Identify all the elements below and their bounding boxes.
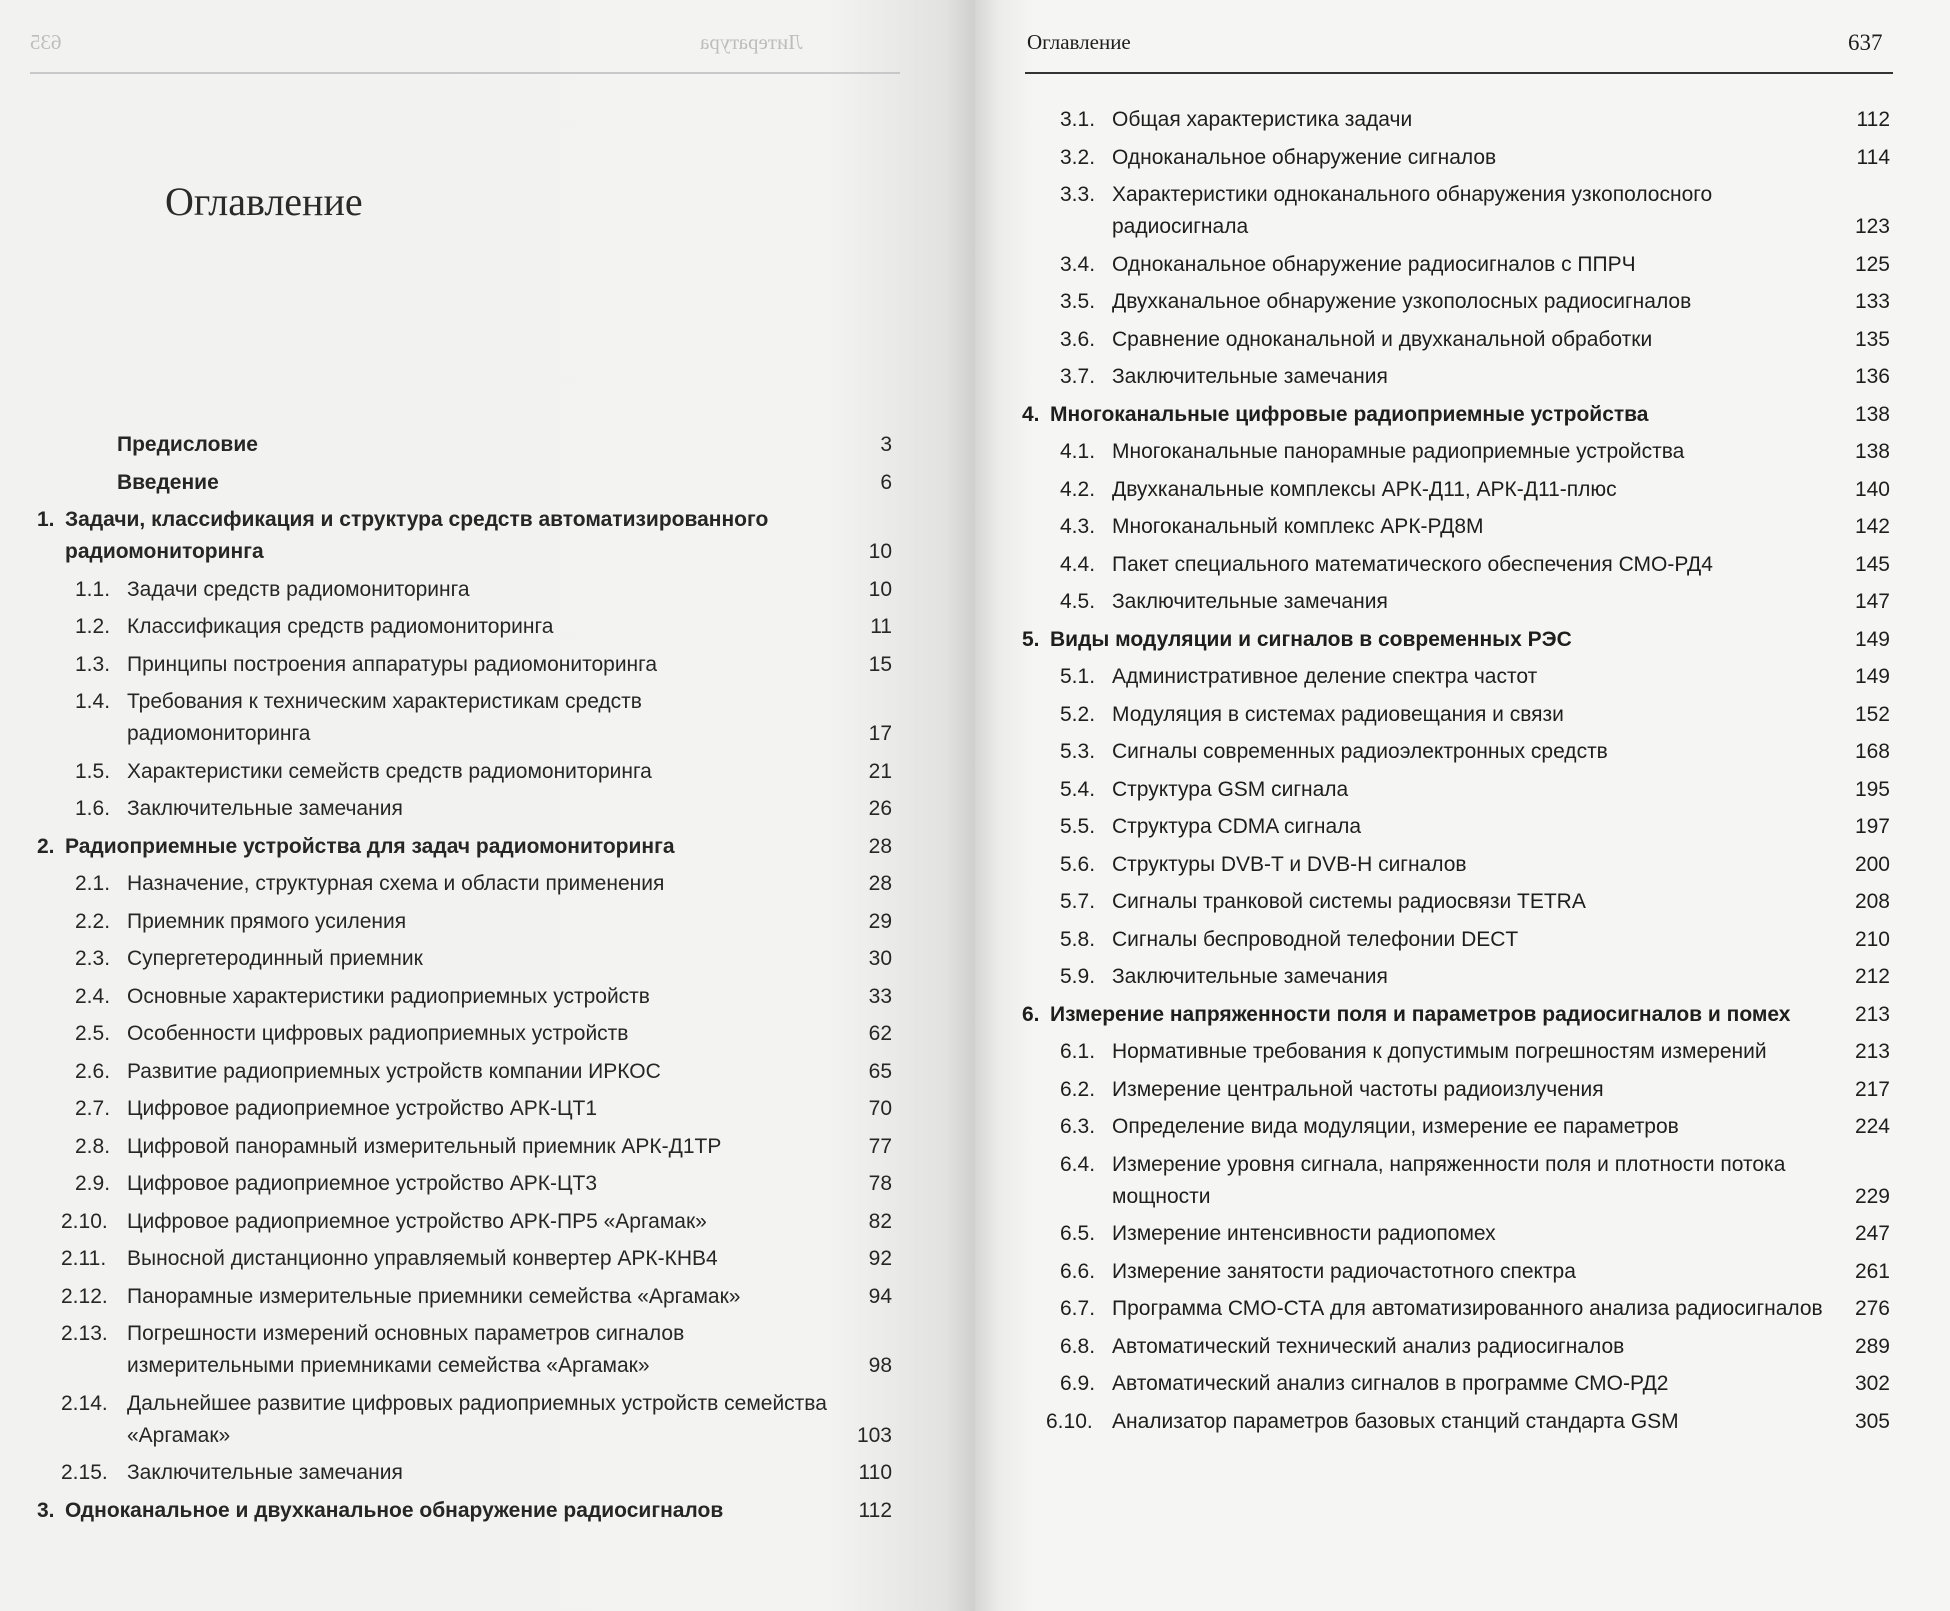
toc-entry <box>1022 661 1890 693</box>
toc-entry-title: Принципы построения аппаратуры радиомониторинга <box>127 652 658 676</box>
toc-entry-title: Двухканальное обнаружение узкополосных радиосигналов <box>1112 290 1692 313</box>
toc-entry-title: Классификация средств радиомониторинга <box>127 615 554 638</box>
toc-entry-page: 217 <box>1854 1077 1890 1101</box>
toc-entry <box>1022 179 1890 243</box>
toc-entry-page: 142 <box>1854 515 1890 538</box>
toc-entry-title: Измерение напряженности поля и параметров радиосигналов и помех <box>1050 1002 1791 1026</box>
toc-entry-title: Выносной дистанционно управляемый конвертер АРК-КНВ4 <box>127 1247 718 1270</box>
toc-entry-number: 5.5. <box>1060 815 1096 838</box>
toc-entry-title: Цифровое радиоприемное устройство АРК-ЦТ3 <box>127 1172 598 1195</box>
toc-entry-title: Многоканальные цифровые радиоприемные устройства <box>1050 402 1649 426</box>
toc-entry-number: 1.2. <box>75 615 111 638</box>
toc-entry-page: 305 <box>1854 1409 1890 1433</box>
toc-entry-number: 5.4. <box>1060 777 1096 801</box>
toc-entry-number: 1.1. <box>75 577 111 601</box>
toc-entry <box>1022 699 1890 731</box>
toc-entry <box>37 429 892 461</box>
page-number-mirrored: 635 <box>30 30 62 54</box>
toc-entry-number: 1.5. <box>75 759 111 783</box>
toc-entry-page: 112 <box>1856 108 1890 131</box>
toc-entry-title: Панорамные измерительные приемники семейства «Аргамак» <box>127 1284 741 1308</box>
toc-entry-number: 6. <box>1022 1002 1040 1026</box>
toc-entry-title: Дальнейшее развитие цифровых радиоприемных устройств семейства «Аргамак» <box>127 1391 827 1447</box>
toc-entry-title: Приемник прямого усиления <box>127 909 407 933</box>
toc-entry-page: 276 <box>1854 1297 1890 1320</box>
toc-entry-title: Нормативные требования к допустимым погрешностям измерений <box>1112 1040 1767 1063</box>
toc-entry-title: Одноканальное обнаружение сигналов <box>1112 145 1497 169</box>
toc-entry-page: 147 <box>1854 590 1890 613</box>
toc-entry <box>37 1243 892 1275</box>
toc-entry-number: 6.1. <box>1060 1040 1096 1063</box>
toc-entry <box>37 1318 892 1382</box>
toc-entry-title: Задачи средств радиомониторинга <box>127 577 470 601</box>
toc-entry <box>1022 1218 1890 1250</box>
toc-entry <box>37 649 892 681</box>
toc-entry-title: Заключительные замечания <box>127 1461 403 1484</box>
toc-entry <box>1022 624 1890 656</box>
toc-entry-page: 78 <box>868 1172 892 1195</box>
toc-entry-page: 197 <box>1854 815 1890 838</box>
toc-entry-title: Сигналы современных радиоэлектронных средств <box>1112 740 1608 763</box>
toc-entry-page: 140 <box>1854 477 1890 501</box>
toc-entry-page: 28 <box>868 872 892 895</box>
toc-entry-number: 6.3. <box>1060 1115 1096 1138</box>
toc-entry-number: 3.1. <box>1060 108 1096 131</box>
toc-entry-title: Цифровое радиоприемное устройство АРК-ПР5 «Аргамак» <box>127 1209 707 1233</box>
toc-entry <box>1022 1256 1890 1288</box>
toc-entry <box>1022 474 1890 506</box>
running-head: Оглавление <box>1027 30 1131 54</box>
toc-entry-number: 4.3. <box>1060 515 1096 538</box>
toc-entry-page: 26 <box>868 797 892 820</box>
toc-entry-page: 302 <box>1854 1372 1890 1395</box>
toc-entry-page: 28 <box>868 834 892 858</box>
toc-entry-page: 62 <box>868 1022 892 1045</box>
toc-entry-page: 138 <box>1854 402 1890 426</box>
toc-entry-number: 2.14. <box>61 1391 108 1415</box>
toc-entry <box>1022 436 1890 468</box>
header-rule <box>30 72 900 74</box>
toc-entry-page: 138 <box>1854 440 1890 463</box>
toc-entry-title: Цифровое радиоприемное устройство АРК-ЦТ1 <box>127 1097 598 1120</box>
toc-entry-number: 4.5. <box>1060 590 1096 613</box>
toc-entry-number: 2.11. <box>61 1247 107 1270</box>
toc-entry-page: 15 <box>868 652 892 676</box>
toc-entry-number: 2.12. <box>61 1284 108 1308</box>
toc-entry-number: 6.8. <box>1060 1334 1096 1358</box>
toc-entry-number: 2.4. <box>75 984 111 1008</box>
toc-entry-page: 10 <box>868 540 892 563</box>
toc-entry-number: 1.6. <box>75 797 111 820</box>
toc-entry-title: Заключительные замечания <box>127 797 403 820</box>
toc-entry-page: 82 <box>868 1209 892 1233</box>
toc-entry-title: Структура CDMA сигнала <box>1112 815 1362 838</box>
toc-entry-page: 3 <box>880 433 892 456</box>
toc-entry-page: 247 <box>1854 1222 1890 1245</box>
toc-entry-number: 6.9. <box>1060 1372 1096 1395</box>
toc-entry-page: 70 <box>868 1097 892 1120</box>
toc-entry-number: 6.10. <box>1046 1409 1093 1433</box>
toc-entry-title: Назначение, структурная схема и области применения <box>127 872 665 895</box>
toc-entry <box>37 1388 892 1452</box>
toc-entry <box>37 1056 892 1088</box>
toc-entry <box>1022 286 1890 318</box>
toc-entry <box>37 611 892 643</box>
toc-entry-page: 6 <box>880 470 892 494</box>
toc-entry-page: 29 <box>868 909 892 933</box>
toc-entry-page: 125 <box>1854 252 1890 276</box>
toc-entry <box>1022 1293 1890 1325</box>
toc-entry-title: Двухканальные комплексы АРК-Д11, АРК-Д11-плюс <box>1112 477 1617 501</box>
toc-entry <box>1022 811 1890 843</box>
toc-entry-title: Сигналы беспроводной телефонии DECT <box>1112 927 1519 951</box>
header-rule <box>1025 72 1893 74</box>
toc-entry-title: Автоматический анализ сигналов в программе СМО-РД2 <box>1112 1372 1669 1395</box>
toc-entry <box>1022 249 1890 281</box>
toc-entry-title: Развитие радиоприемных устройств компании ИРКОС <box>127 1059 661 1083</box>
toc-entry-number: 5.6. <box>1060 852 1096 876</box>
toc-entry <box>37 1168 892 1200</box>
right-page <box>975 0 1950 1611</box>
toc-entry <box>37 504 892 568</box>
toc-entry-number: 5.1. <box>1060 665 1096 688</box>
toc-entry-page: 212 <box>1854 965 1890 988</box>
toc-entry-title: Особенности цифровых радиоприемных устройств <box>127 1022 629 1045</box>
toc-entry <box>37 1206 892 1238</box>
toc-entry-number: 5.3. <box>1060 740 1096 763</box>
toc-entry-number: 3.6. <box>1060 327 1096 351</box>
toc-entry-title: Измерение занятости радиочастотного спектра <box>1112 1259 1576 1283</box>
toc-entry <box>1022 1111 1890 1143</box>
toc-entry <box>37 1281 892 1313</box>
toc-entry-number: 2.1. <box>75 872 111 895</box>
toc-entry-number: 2.10. <box>61 1209 108 1233</box>
toc-entry-page: 200 <box>1854 852 1890 876</box>
toc-entry-title: Супергетеродинный приемник <box>127 947 423 970</box>
toc-entry-page: 136 <box>1854 365 1890 388</box>
toc-entry-number: 1.3. <box>75 652 111 676</box>
toc-entry-title: Предисловие <box>117 433 258 456</box>
toc-entry-page: 65 <box>868 1059 892 1083</box>
toc-entry <box>1022 849 1890 881</box>
toc-entry-number: 2. <box>37 834 55 858</box>
toc-entry <box>1022 361 1890 393</box>
toc-entry-page: 213 <box>1854 1040 1890 1063</box>
toc-entry-title: Введение <box>117 470 219 494</box>
toc-entry-number: 6.5. <box>1060 1222 1096 1245</box>
toc-entry <box>1022 924 1890 956</box>
toc-entry-page: 114 <box>1856 145 1890 169</box>
toc-entry <box>37 981 892 1013</box>
toc-entry-title: Анализатор параметров базовых станций стандарта GSM <box>1112 1409 1679 1433</box>
toc-entry-page: 261 <box>1854 1259 1890 1283</box>
toc-entry <box>1022 1036 1890 1068</box>
toc-entry <box>1022 736 1890 768</box>
toc-entry-number: 2.7. <box>75 1097 111 1120</box>
toc-entry <box>1022 324 1890 356</box>
toc-entry <box>37 831 892 863</box>
toc-entry <box>1022 586 1890 618</box>
toc-entry-number: 3.2. <box>1060 145 1096 169</box>
toc-entry-title: Структуры DVB-T и DVB-H сигналов <box>1112 852 1467 876</box>
toc-entry-page: 224 <box>1854 1115 1890 1138</box>
toc-entry <box>37 1093 892 1125</box>
toc-entry-number: 1. <box>37 508 55 531</box>
toc-entry-title: Измерение интенсивности радиопомех <box>1112 1222 1496 1245</box>
toc-entry-title: Многоканальный комплекс АРК-РД8М <box>1112 515 1484 538</box>
toc-entry <box>37 868 892 900</box>
toc-entry-page: 145 <box>1854 552 1890 576</box>
toc-entry-page: 149 <box>1854 665 1890 688</box>
toc-entry-page: 208 <box>1854 890 1890 913</box>
toc-entry-number: 6.6. <box>1060 1259 1096 1283</box>
toc-entry-page: 213 <box>1854 1002 1890 1026</box>
toc-entry <box>37 1131 892 1163</box>
toc-entry-title: Измерение центральной частоты радиоизлучения <box>1112 1077 1604 1101</box>
toc-entry <box>1022 886 1890 918</box>
toc-entry-page: 11 <box>870 615 892 638</box>
toc-entry-page: 33 <box>868 984 892 1008</box>
toc-entry <box>1022 511 1890 543</box>
toc-entry-page: 133 <box>1854 290 1890 313</box>
toc-entry-number: 6.2. <box>1060 1077 1096 1101</box>
toc-entry-number: 2.8. <box>75 1134 111 1158</box>
toc-entry <box>1022 774 1890 806</box>
toc-entry-page: 168 <box>1854 740 1890 763</box>
toc-entry-page: 17 <box>868 722 892 745</box>
toc-entry-title: Заключительные замечания <box>1112 965 1388 988</box>
toc-entry-page: 123 <box>1854 215 1890 238</box>
toc-entry-number: 2.3. <box>75 947 111 970</box>
toc-entry <box>37 574 892 606</box>
toc-entry-title: Программа СМО-СТА для автоматизированного анализа радиосигналов <box>1112 1297 1823 1320</box>
toc-entry-title: Заключительные замечания <box>1112 365 1388 388</box>
toc-entry <box>37 943 892 975</box>
toc-entry <box>37 906 892 938</box>
toc-list-left <box>37 425 892 1532</box>
toc-entry <box>37 1457 892 1489</box>
toc-entry-title: Определение вида модуляции, измерение ее параметров <box>1112 1115 1679 1138</box>
toc-entry-number: 6.4. <box>1060 1152 1096 1176</box>
toc-entry-page: 135 <box>1854 327 1890 351</box>
toc-entry-title: Многоканальные панорамные радиоприемные устройства <box>1112 440 1685 463</box>
toc-entry <box>1022 399 1890 431</box>
toc-entry-page: 229 <box>1854 1184 1890 1208</box>
toc-entry <box>1022 961 1890 993</box>
toc-entry-title: Цифровой панорамный измерительный приемник АРК-Д1ТР <box>127 1134 722 1158</box>
toc-entry-title: Сигналы транковой системы радиосвязи TETRA <box>1112 890 1586 913</box>
toc-entry-number: 3.5. <box>1060 290 1096 313</box>
toc-entry-number: 5.7. <box>1060 890 1096 913</box>
toc-entry <box>37 1495 892 1527</box>
toc-entry-number: 3.3. <box>1060 183 1096 206</box>
toc-entry-page: 152 <box>1854 702 1890 726</box>
toc-entry <box>1022 1074 1890 1106</box>
toc-entry-title: Характеристики семейств средств радиомониторинга <box>127 759 652 783</box>
toc-entry-title: Одноканальное и двухканальное обнаружение радиосигналов <box>65 1498 724 1522</box>
toc-entry-page: 77 <box>868 1134 892 1158</box>
toc-entry-page: 195 <box>1854 777 1890 801</box>
toc-entry-title: Автоматический технический анализ радиосигналов <box>1112 1334 1625 1358</box>
toc-entry <box>1022 1406 1890 1438</box>
toc-title: Оглавление <box>165 179 363 224</box>
toc-entry-number: 4.2. <box>1060 477 1096 501</box>
toc-entry-number: 4.4. <box>1060 552 1096 576</box>
toc-entry-page: 149 <box>1854 627 1890 651</box>
toc-entry-title: Структура GSM сигнала <box>1112 777 1349 801</box>
toc-entry-number: 5.8. <box>1060 927 1096 951</box>
toc-entry-number: 2.9. <box>75 1172 111 1195</box>
toc-entry-page: 110 <box>858 1461 892 1484</box>
toc-entry <box>1022 104 1890 136</box>
toc-entry-number: 2.13. <box>61 1322 108 1345</box>
toc-entry-title: Измерение уровня сигнала, напряженности поля и плотности потока мощности <box>1112 1152 1786 1208</box>
toc-entry-title: Административное деление спектра частот <box>1112 665 1538 688</box>
toc-entry-title: Характеристики одноканального обнаружения узкополосного радиосигнала <box>1112 183 1713 238</box>
toc-list-right <box>1022 104 1890 1443</box>
toc-entry-page: 21 <box>868 759 892 783</box>
toc-entry <box>1022 1149 1890 1213</box>
toc-entry-page: 98 <box>868 1354 892 1377</box>
toc-entry-number: 2.6. <box>75 1059 111 1083</box>
toc-entry-number: 5.2. <box>1060 702 1096 726</box>
toc-entry-title: Заключительные замечания <box>1112 590 1388 613</box>
toc-entry <box>37 756 892 788</box>
toc-entry-number: 2.2. <box>75 909 111 933</box>
toc-entry-number: 2.5. <box>75 1022 111 1045</box>
toc-entry-page: 112 <box>858 1498 892 1522</box>
toc-entry-page: 30 <box>868 947 892 970</box>
page-number: 637 <box>1848 30 1883 55</box>
toc-entry-number: 4.1. <box>1060 440 1096 463</box>
toc-entry-title: Погрешности измерений основных параметров сигналов измерительными приемниками семейства «Аргамак» <box>127 1322 685 1377</box>
toc-entry-number: 6.7. <box>1060 1297 1096 1320</box>
toc-entry-title: Виды модуляции и сигналов в современных РЭС <box>1050 627 1572 651</box>
toc-entry <box>1022 999 1890 1031</box>
toc-entry-number: 3.4. <box>1060 252 1096 276</box>
toc-entry-number: 5. <box>1022 627 1040 651</box>
toc-entry <box>37 1018 892 1050</box>
toc-entry-page: 210 <box>1854 927 1890 951</box>
toc-entry <box>1022 1331 1890 1363</box>
toc-entry <box>1022 142 1890 174</box>
toc-entry-number: 5.9. <box>1060 965 1096 988</box>
toc-entry-title: Основные характеристики радиоприемных устройств <box>127 984 650 1008</box>
toc-entry-number: 3. <box>37 1498 55 1522</box>
toc-entry-title: Пакет специального математического обеспечения СМО-РД4 <box>1112 552 1713 576</box>
toc-entry-title: Требования к техническим характеристикам средств радиомониторинга <box>127 690 642 745</box>
toc-entry-number: 2.15. <box>61 1461 108 1484</box>
toc-entry-title: Одноканальное обнаружение радиосигналов с ППРЧ <box>1112 252 1636 276</box>
toc-entry-number: 3.7. <box>1060 365 1096 388</box>
toc-entry-page: 92 <box>868 1247 892 1270</box>
toc-entry-page: 94 <box>868 1284 892 1308</box>
toc-entry <box>1022 1368 1890 1400</box>
toc-entry-page: 103 <box>856 1423 892 1447</box>
toc-entry-title: Модуляция в системах радиовещания и связи <box>1112 702 1564 726</box>
toc-entry <box>1022 549 1890 581</box>
toc-entry-number: 1.4. <box>75 690 111 713</box>
toc-entry-page: 289 <box>1854 1334 1890 1358</box>
toc-entry-number: 4. <box>1022 402 1040 426</box>
toc-entry-title: Задачи, классификация и структура средств автоматизированного радиомониторинга <box>65 508 769 563</box>
toc-entry-page: 10 <box>868 577 892 601</box>
running-head-mirrored: Литература <box>700 30 803 54</box>
toc-entry <box>37 793 892 825</box>
toc-entry-title: Общая характеристика задачи <box>1112 108 1413 131</box>
toc-entry-title: Радиоприемные устройства для задач радиомониторинга <box>65 834 675 858</box>
toc-entry <box>37 686 892 750</box>
toc-entry-title: Сравнение одноканальной и двухканальной обработки <box>1112 327 1653 351</box>
toc-entry <box>37 467 892 499</box>
